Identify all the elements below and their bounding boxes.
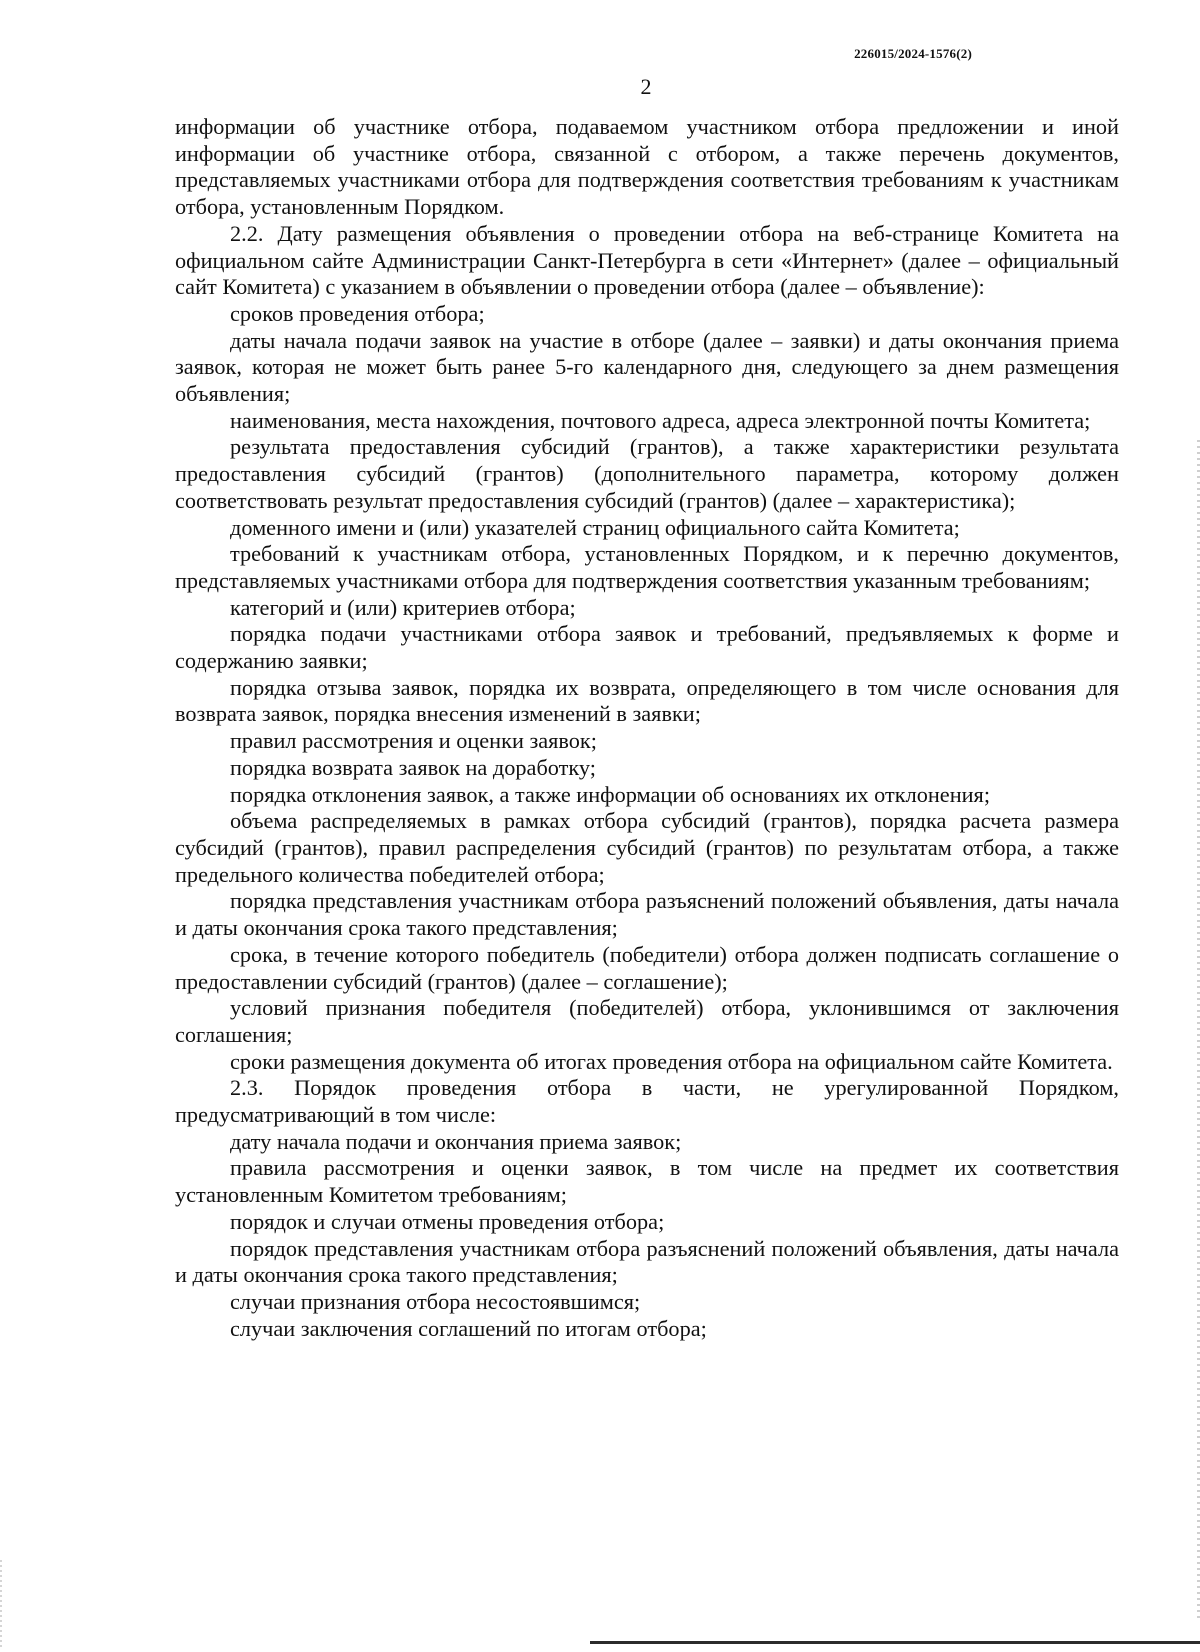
list-item: даты начала подачи заявок на участие в отборе (далее – заявки) и даты окончания приема заявок, которая не может быть ранее 5-го календарного дня, следующего за днем размещения объявления; (175, 327, 1119, 407)
list-item: срока, в течение которого победитель (победители) отбора должен подписать соглашение о предоставлении субсидий (грантов) (далее – соглашение); (175, 941, 1119, 994)
list-item: наименования, места нахождения, почтового адреса, адреса электронной почты Комитета; (230, 407, 1091, 433)
list-item: правил рассмотрения и оценки заявок; (230, 728, 597, 754)
list-item: категорий и (или) критериев отбора; (230, 594, 576, 620)
list-item: порядка отклонения заявок, а также информации об основаниях их отклонения; (230, 781, 991, 807)
list-item: результата предоставления субсидий (грантов), а также характеристики результата предоставления субсидий (грантов) (дополнительного параметра, которому должен соответствовать результат предоставления субсидий (грантов) (далее – характеристика); (175, 434, 1119, 513)
list-item: порядка представления участникам отбора разъяснений положений объявления, даты начала и даты окончания срока такого представления; (175, 888, 1119, 941)
list-item: порядка подачи участниками отбора заявок и требований, предъявляемых к форме и содержанию заявки; (175, 621, 1119, 674)
list-item: порядка отзыва заявок, порядка их возврата, определяющего в том числе основания для возврата заявок, порядка внесения изменений в заявки; (175, 674, 1119, 727)
paragraph-2-3: 2.3. Порядок проведения отбора в части, не урегулированной Порядком, предусматривающий в том числе: (175, 1075, 1119, 1128)
list-item: порядок и случаи отмены проведения отбора; (230, 1208, 665, 1234)
document-body (175, 114, 1119, 1342)
list-item: порядка возврата заявок на доработку; (230, 754, 596, 780)
list-item: дату начала подачи и окончания приема заявок; (230, 1128, 682, 1154)
list-item: сроков проведения отбора; (230, 300, 485, 326)
list-item: объема распределяемых в рамках отбора субсидий (грантов), порядка расчета размера субсидий (грантов), правил распределения субсидий (грантов) по результатам отбора, а также предельного количества победителей отбора; (175, 808, 1119, 887)
list-item: порядок представления участникам отбора разъяснений положений объявления, даты начала и даты окончания срока такого представления; (175, 1235, 1119, 1288)
list-item: сроки размещения документа об итогах проведения отбора на официальном сайте Комитета. (230, 1048, 1113, 1074)
list-item: случаи признания отбора несостоявшимся; (230, 1288, 641, 1314)
paragraph-continuation: информации об участнике отбора, подаваемом участником отбора предложении и иной информации об участнике отбора, связанной с отбором, а также перечень документов, представляемых участниками отбора для подтверждения соответствия требованиям к участникам отбора, установленным Порядком. (175, 114, 1119, 220)
list-item: случаи заключения соглашений по итогам отбора; (230, 1315, 707, 1341)
scan-edge-artifact-left (0, 1560, 2, 1650)
document-registration-number: 226015/2024-1576(2) (854, 46, 972, 61)
page-number: 2 (640, 74, 652, 99)
list-item: условий признания победителя (победителей) отбора, уклонившимся от заключения соглашения; (175, 995, 1119, 1047)
list-item: доменного имени и (или) указателей страниц официального сайта Комитета; (230, 514, 960, 540)
list-item: требований к участникам отбора, установленных Порядком, и к перечню документов, представляемых участниками отбора для подтверждения соответствия указанным требованиям; (175, 541, 1119, 593)
paragraph-2-2: 2.2. Дату размещения объявления о проведении отбора на веб-странице Комитета на официальном сайте Администрации Санкт-Петербурга в сети «Интернет» (далее – официальный сайт Комитета) с указанием в объявлении о проведении отбора (далее – объявление): (175, 220, 1119, 300)
list-item: правила рассмотрения и оценки заявок, в том числе на предмет их соответствия установленным Комитетом требованиям; (175, 1155, 1119, 1208)
scan-bottom-line (590, 1641, 1200, 1644)
